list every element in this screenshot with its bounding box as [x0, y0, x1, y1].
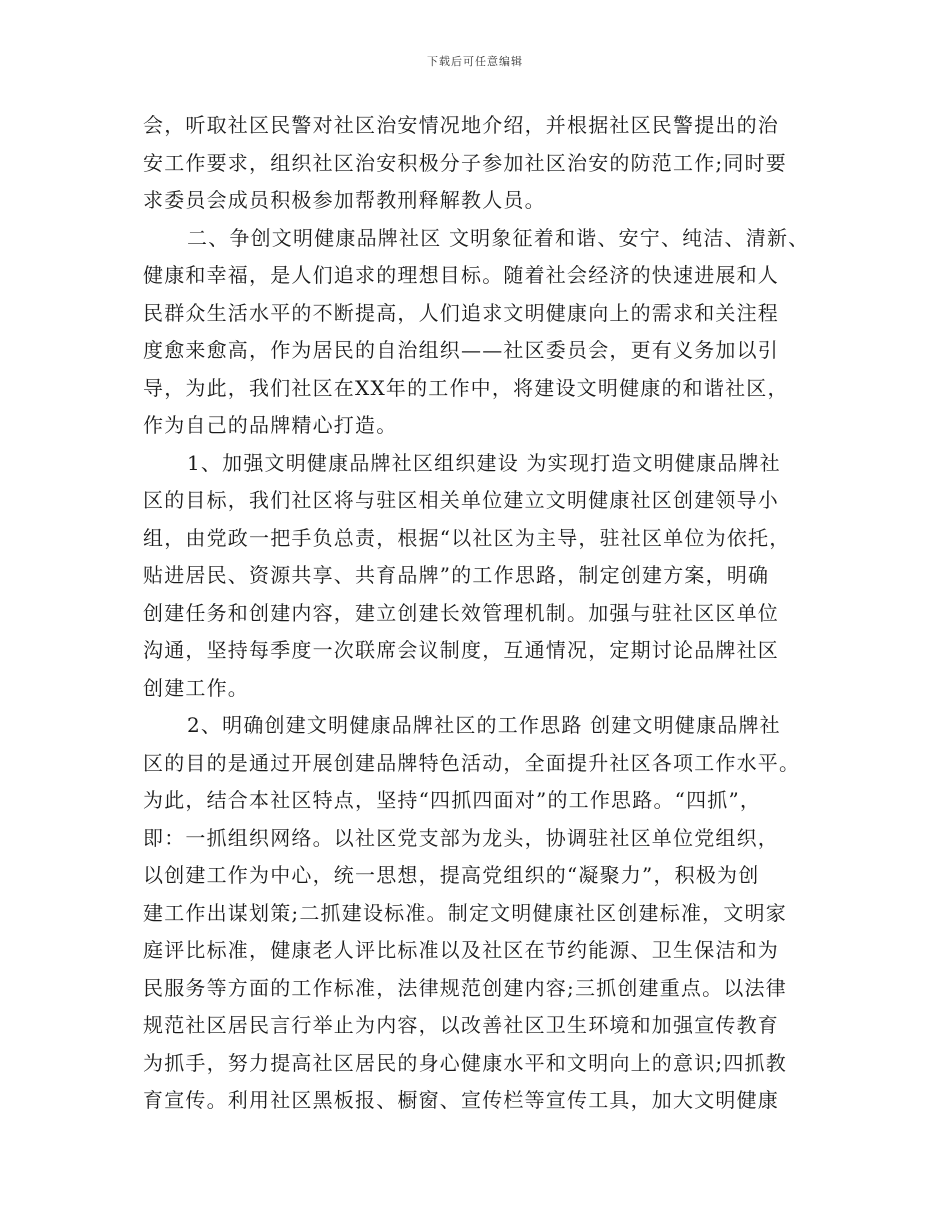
text-line: 导，为此，我们社区在XX年的工作中，将建设文明健康的和谐社区，: [143, 375, 789, 400]
text-line: 会，听取社区民警对社区治安情况地介绍，并根据社区民警提出的治: [143, 113, 779, 137]
text-line: 组，由党政一把手负总责，根据“以社区为主导，驻社区单位为依托，: [143, 525, 791, 550]
text-line: 规范社区居民言行举止为内容，以改善社区卫生环境和加强宣传教育: [143, 1013, 779, 1037]
page-header: 下载后可任意编辑: [427, 55, 523, 68]
text-line: 健康和幸福，是人们追求的理想目标。随着社会经济的快速进展和人: [143, 263, 779, 287]
text-line: 求委员会成员积极参加帮教刑释解教人员。: [143, 188, 546, 212]
text-line: 即：一抓组织网络。以社区党支部为龙头，协调驻社区单位党组织，: [143, 825, 779, 850]
text-line: 作为自己的品牌精心打造。: [143, 413, 398, 437]
text-line: 二、争创文明健康品牌社区 文明象征着和谐、安宁、纯洁、清新、: [187, 225, 810, 250]
text-line: 安工作要求，组织社区治安积极分子参加社区治安的防范工作;同时要: [143, 150, 787, 175]
text-line: 2、明确创建文明健康品牌社区的工作思路 创建文明健康品牌社: [187, 713, 781, 737]
text-line: 区的目标，我们社区将与驻区相关单位建立文明健康社区创建领导小: [143, 488, 779, 512]
text-line: 庭评比标准，健康老人评比标准以及社区在节约能源、卫生保洁和为: [143, 938, 779, 962]
text-line: 建工作出谋划策;二抓建设标准。制定文明健康社区创建标准，文明家: [143, 900, 787, 925]
text-line: 为此，结合本社区特点，坚持“四抓四面对”的工作思路。“四抓”，: [143, 788, 762, 812]
text-line: 创建任务和创建内容，建立创建长效管理机制。加强与驻社区区单位: [143, 600, 779, 625]
text-line: 1、加强文明健康品牌社区组织建设 为实现打造文明健康品牌社: [187, 450, 781, 475]
text-line: 区的目的是通过开展创建品牌特色活动，全面提升社区各项工作水平。: [143, 750, 801, 775]
document-body: [143, 107, 833, 1120]
text-line: 度愈来愈高，作为居民的自治组织——社区委员会，更有义务加以引: [143, 338, 779, 362]
text-line: 以创建工作为中心，统一思想，提高党组织的“凝聚力”，积极为创: [143, 863, 760, 887]
text-line: 创建工作。: [143, 675, 249, 700]
text-line: 贴进居民、资源共享、共育品牌”的工作思路，制定创建方案，明确: [143, 563, 770, 587]
text-line: 育宣传。利用社区黑板报、橱窗、宣传栏等宣传工具，加大文明健康: [143, 1088, 779, 1112]
text-line: 民服务等方面的工作标准，法律规范创建内容;三抓创建重点。以法律: [143, 975, 787, 1000]
text-line: 民群众生活水平的不断提高，人们追求文明健康向上的需求和关注程: [143, 300, 779, 325]
text-line: 沟通，坚持每季度一次联席会议制度，互通情况，定期讨论品牌社区: [143, 638, 779, 662]
text-line: 为抓手，努力提高社区居民的身心健康水平和文明向上的意识;四抓教: [143, 1050, 787, 1075]
